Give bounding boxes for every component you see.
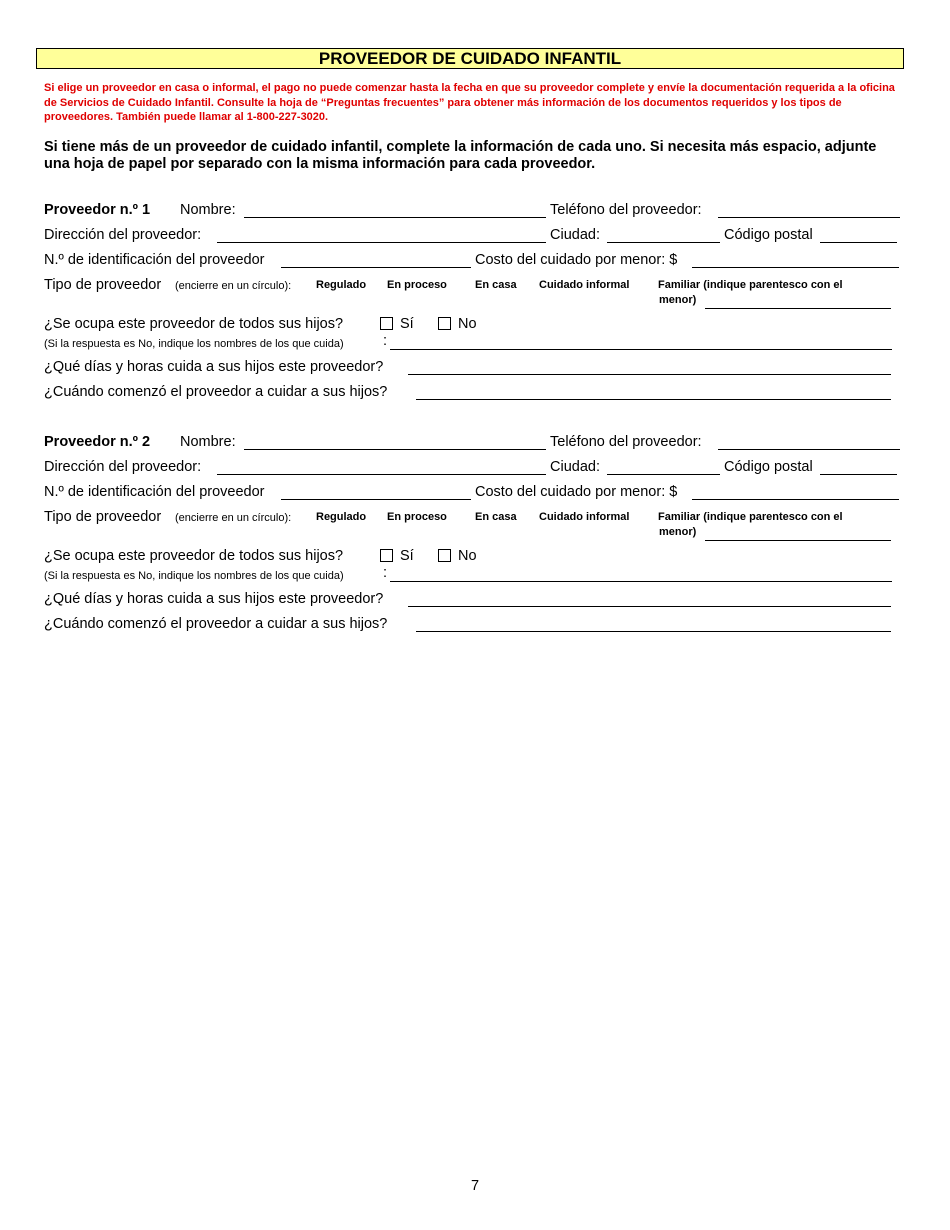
page-number: 7: [470, 1178, 480, 1194]
option-familiar[interactable]: Familiar (indique parentesco con el: [658, 511, 843, 523]
option-en-casa[interactable]: En casa: [475, 511, 517, 523]
option-cuidado-informal[interactable]: Cuidado informal: [539, 279, 630, 291]
phone-label: Teléfono del proveedor:: [550, 202, 702, 218]
days-hours-label: ¿Qué días y horas cuida a sus hijos este proveedor?: [44, 591, 384, 607]
option-regulado[interactable]: Regulado: [316, 279, 367, 291]
provider-section-1: [0, 0, 950, 400]
name-label: Nombre:: [180, 202, 236, 218]
start-date-label: ¿Cuándo comenzó el proveedor a cuidar a sus hijos?: [44, 384, 388, 400]
yes-label: Sí: [400, 548, 414, 564]
name-field[interactable]: [244, 435, 546, 450]
address-field[interactable]: [217, 460, 546, 475]
name-label: Nombre:: [180, 434, 236, 450]
type-hint: (encierre en un círculo):: [175, 512, 292, 524]
option-cuidado-informal[interactable]: Cuidado informal: [539, 511, 630, 523]
if-no-label: (Si la respuesta es No, indique los nombres de los que cuida): [44, 338, 344, 350]
name-field[interactable]: [244, 203, 546, 218]
id-label: N.º de identificación del proveedor: [44, 484, 265, 500]
option-en-casa[interactable]: En casa: [475, 279, 517, 291]
type-hint: (encierre en un círculo):: [175, 280, 292, 292]
type-label: Tipo de proveedor: [44, 509, 162, 525]
provider-heading: Proveedor n.º 2: [44, 434, 151, 450]
phone-field[interactable]: [718, 203, 900, 218]
city-label: Ciudad:: [550, 459, 600, 475]
id-label: N.º de identificación del proveedor: [44, 252, 265, 268]
children-names-field[interactable]: [390, 567, 892, 582]
days-hours-label: ¿Qué días y horas cuida a sus hijos este proveedor?: [44, 359, 384, 375]
cost-label: Costo del cuidado por menor: $: [475, 484, 678, 500]
days-hours-field[interactable]: [408, 592, 891, 607]
no-label: No: [458, 548, 477, 564]
option-en-proceso[interactable]: En proceso: [387, 511, 447, 523]
zip-label: Código postal: [724, 227, 813, 243]
payment-notice: Si elige un proveedor en casa o informal, el pago no puede comenzar hasta la fecha en que su proveedor complete y envíe la documentación requerida a la oficina de Servicios de Cuidado Infantil. Consulte la hoja de “Preguntas frecuentes” para obtener más información de los documentos requeridos y los tipos de proveedores. También puede llamar al 1-800-227-3020.: [44, 82, 895, 123]
option-en-proceso[interactable]: En proceso: [387, 279, 447, 291]
address-label: Dirección del proveedor:: [44, 227, 202, 243]
if-no-label: (Si la respuesta es No, indique los nombres de los que cuida): [44, 570, 344, 582]
option-familiar[interactable]: Familiar (indique parentesco con el: [658, 279, 843, 291]
all-children-label: ¿Se ocupa este proveedor de todos sus hijos?: [44, 548, 344, 564]
phone-label: Teléfono del proveedor:: [550, 434, 702, 450]
start-date-label: ¿Cuándo comenzó el proveedor a cuidar a sus hijos?: [44, 616, 388, 632]
start-date-field[interactable]: [416, 617, 891, 632]
phone-field[interactable]: [718, 435, 900, 450]
address-label: Dirección del proveedor:: [44, 459, 202, 475]
provider-section-2: [0, 232, 950, 632]
city-label: Ciudad:: [550, 227, 600, 243]
option-familiar-cont: menor): [659, 294, 697, 306]
yes-label: Sí: [400, 316, 414, 332]
zip-label: Código postal: [724, 459, 813, 475]
all-children-label: ¿Se ocupa este proveedor de todos sus hijos?: [44, 316, 344, 332]
provider-heading: Proveedor n.º 1: [44, 202, 151, 218]
city-field[interactable]: [607, 460, 720, 475]
id-field[interactable]: [281, 485, 471, 500]
cost-field[interactable]: [692, 485, 899, 500]
section-title: PROVEEDOR DE CUIDADO INFANTIL: [36, 48, 904, 69]
zip-field[interactable]: [820, 460, 897, 475]
relationship-field[interactable]: [705, 526, 891, 541]
cost-label: Costo del cuidado por menor: $: [475, 252, 678, 268]
type-label: Tipo de proveedor: [44, 277, 162, 293]
if-no-colon: :: [383, 333, 388, 349]
no-checkbox[interactable]: [438, 549, 451, 562]
if-no-colon: :: [383, 565, 388, 581]
no-label: No: [458, 316, 477, 332]
instructions: Si tiene más de un proveedor de cuidado infantil, complete la información de cada uno. Si necesita más espacio, adjunte una hoja de papel por separado con la misma información para cada proveedor.: [44, 139, 877, 172]
option-regulado[interactable]: Regulado: [316, 511, 367, 523]
option-familiar-cont: menor): [659, 526, 697, 538]
yes-checkbox[interactable]: [380, 549, 393, 562]
